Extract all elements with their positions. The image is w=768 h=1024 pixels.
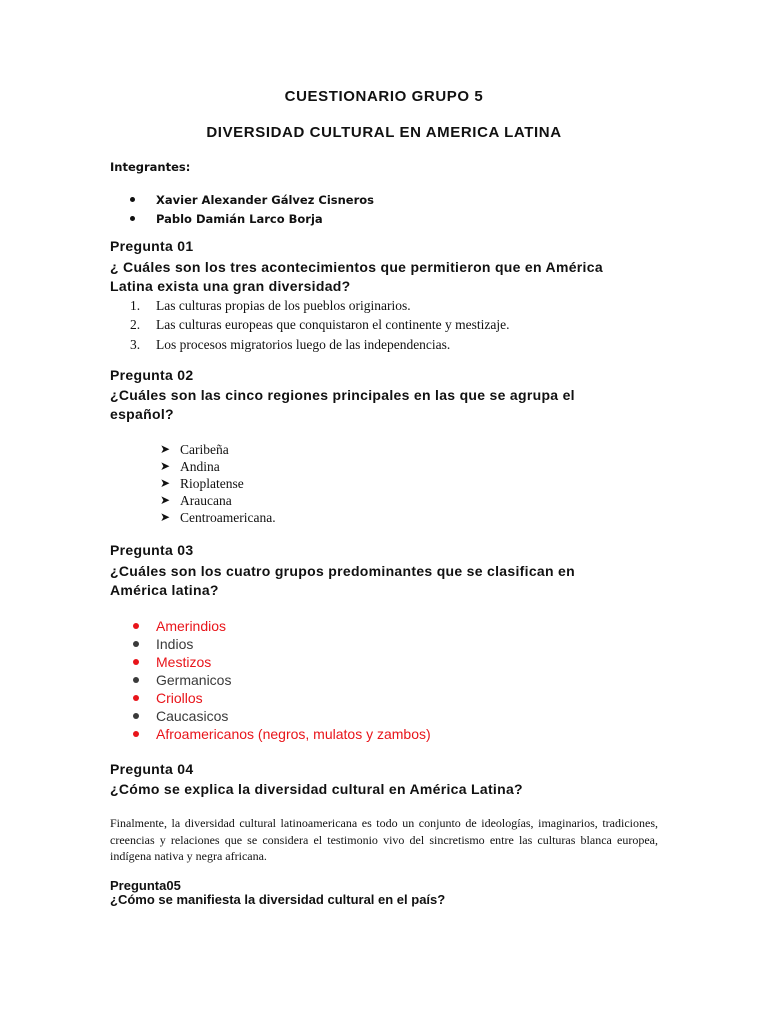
list-number: 3. [130, 336, 141, 352]
list-item [160, 475, 276, 492]
q3-question-line2: América latina? [110, 582, 219, 598]
q4-answer: Finalmente, la diversidad cultural latinoamericana es todo un conjunto de ideologías, imaginarios, tradiciones, creencias y relaciones que se considera el testimonio vivo del sincretismo entre las culturas blanca europea, indígena nativa y negra africana. [110, 816, 658, 863]
member-item [130, 209, 374, 228]
arrow-bullet-icon: ➤ [160, 510, 171, 524]
document-subtitle: DIVERSIDAD CULTURAL EN AMERICA LATINA [206, 124, 562, 141]
list-item [160, 509, 276, 526]
q3-question-line1: ¿Cuáles son los cuatro grupos predominantes que se clasifican en [110, 563, 575, 579]
q1-question-line1: ¿ Cuáles son los tres acontecimientos que permitieron que en América [110, 259, 603, 275]
answer-text: Indios [156, 636, 194, 652]
member-name: Pablo Damián Larco Borja [156, 211, 323, 226]
answer-text: Los procesos migratorios luego de las independencias. [156, 336, 451, 352]
q4-heading: Pregunta 04 [110, 761, 194, 777]
document-title: CUESTIONARIO GRUPO 5 [284, 88, 484, 105]
bullet-icon [133, 695, 139, 701]
list-item [133, 635, 431, 653]
q4-question: ¿Cómo se explica la diversidad cultural en América Latina? [110, 781, 523, 797]
q2-question [110, 386, 630, 424]
answer-text: Germanicos [156, 672, 232, 688]
list-item [133, 653, 431, 671]
list-item [160, 458, 276, 475]
answer-text: Andina [180, 458, 220, 474]
q5-question: ¿Cómo se manifiesta la diversidad cultural en el país? [110, 892, 446, 907]
q1-answers [130, 296, 510, 355]
answer-text: Afroamericanos (negros, mulatos y zambos) [156, 726, 431, 742]
answer-text: Mestizos [156, 654, 212, 670]
q1-question [110, 258, 630, 296]
bullet-icon [130, 216, 135, 221]
answer-text: Caribeña [180, 441, 229, 457]
arrow-bullet-icon: ➤ [160, 442, 171, 456]
list-item [133, 725, 431, 743]
q3-question [110, 562, 630, 600]
list-item [133, 617, 431, 635]
answer-text: Centroamericana. [180, 509, 276, 525]
q1-question-line2: Latina exista una gran diversidad? [110, 278, 351, 294]
list-item [133, 707, 431, 725]
list-item [133, 689, 431, 707]
bullet-icon [133, 623, 139, 629]
list-number: 1. [130, 297, 141, 313]
q2-answers [160, 441, 276, 526]
list-item [160, 441, 276, 458]
list-item [130, 316, 510, 336]
q2-question-line2: español? [110, 406, 174, 422]
q2-heading: Pregunta 02 [110, 367, 194, 383]
bullet-icon [133, 731, 139, 737]
bullet-icon [133, 641, 139, 647]
answer-text: Criollos [156, 690, 203, 706]
list-item [133, 671, 431, 689]
list-item [160, 492, 276, 509]
arrow-bullet-icon: ➤ [160, 459, 171, 473]
q3-answers [133, 617, 431, 743]
answer-text: Las culturas propias de los pueblos originarios. [156, 297, 411, 313]
member-item [130, 190, 374, 209]
answer-text: Araucana [180, 492, 232, 508]
q1-heading: Pregunta 01 [110, 238, 194, 254]
bullet-icon [133, 713, 139, 719]
list-number: 2. [130, 317, 141, 333]
bullet-icon [133, 677, 139, 683]
bullet-icon [130, 197, 135, 202]
member-name: Xavier Alexander Gálvez Cisneros [156, 192, 375, 207]
bullet-icon [133, 659, 139, 665]
q3-heading: Pregunta 03 [110, 542, 194, 558]
q2-question-line1: ¿Cuáles son las cinco regiones principales en las que se agrupa el [110, 387, 575, 403]
list-item [130, 335, 510, 355]
q5-heading: Pregunta05 [110, 878, 181, 893]
answer-text: Amerindios [156, 618, 227, 634]
arrow-bullet-icon: ➤ [160, 476, 171, 490]
answer-text: Las culturas europeas que conquistaron el continente y mestizaje. [156, 317, 510, 333]
integrantes-label: Integrantes: [110, 160, 191, 174]
answer-text: Caucasicos [156, 708, 229, 724]
list-item [130, 296, 510, 316]
arrow-bullet-icon: ➤ [160, 493, 171, 507]
members-list [130, 190, 374, 228]
answer-text: Rioplatense [180, 475, 244, 491]
